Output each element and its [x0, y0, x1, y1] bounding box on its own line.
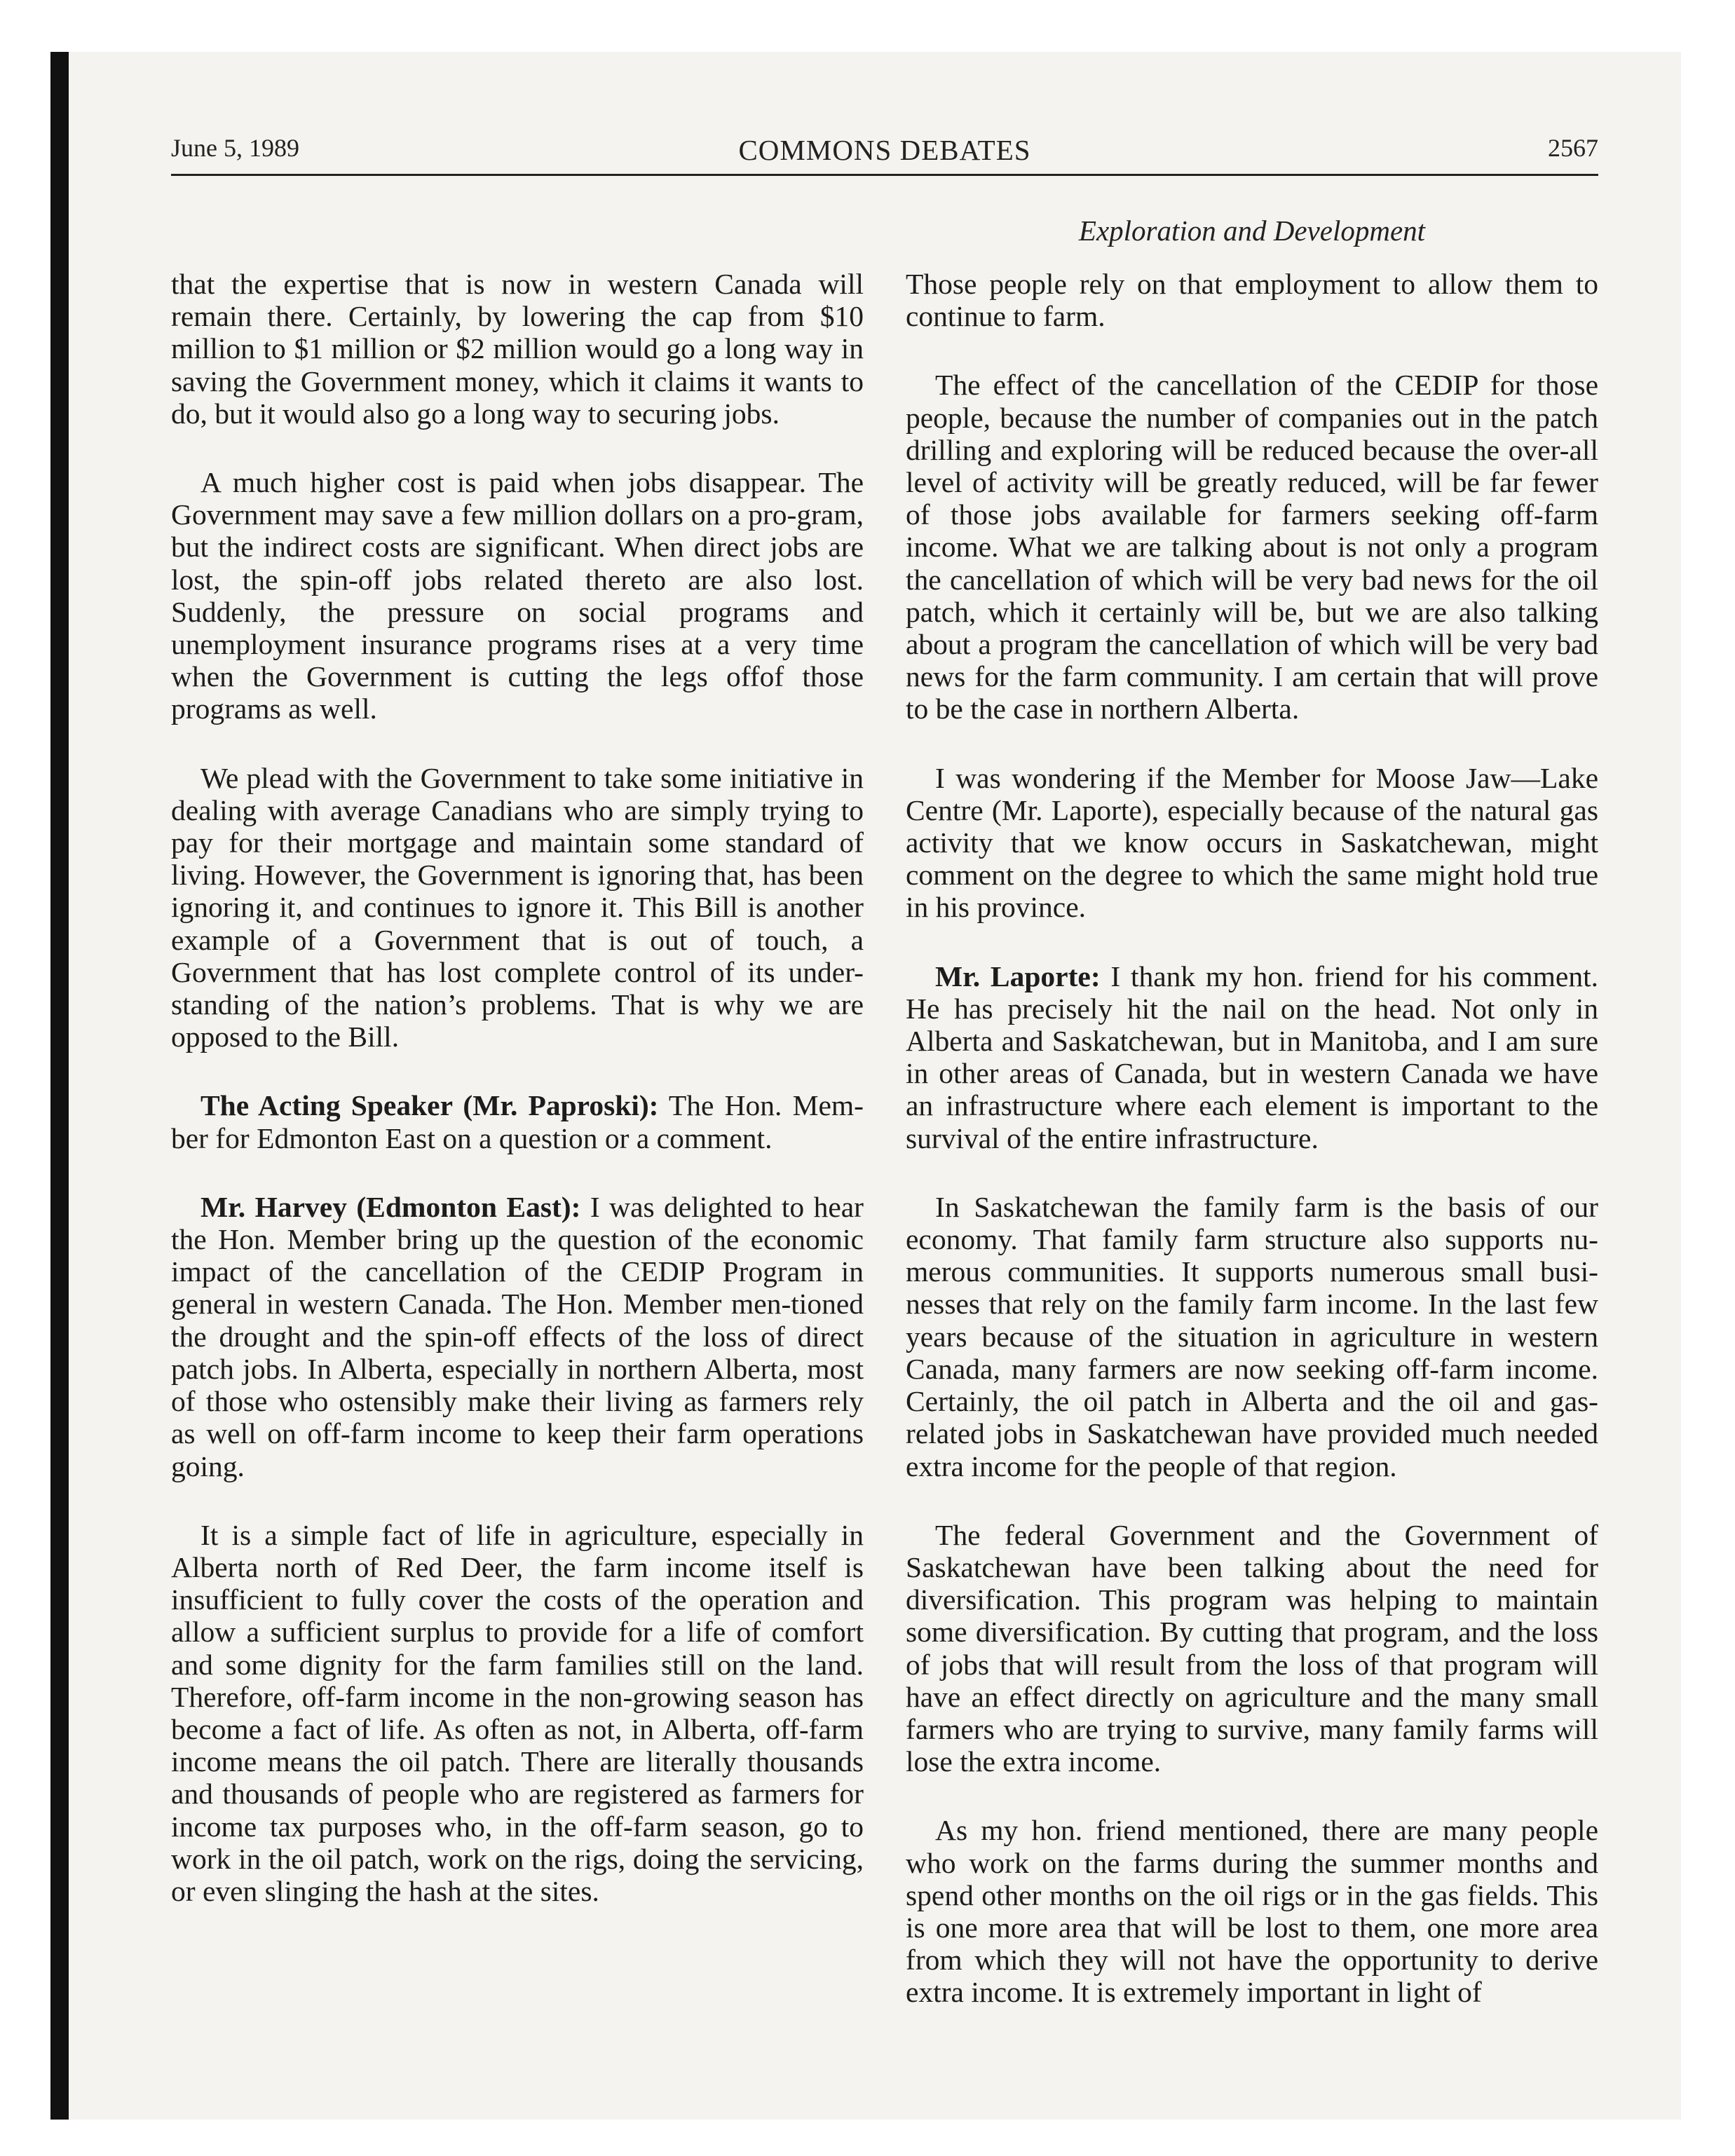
header-rule	[171, 174, 1598, 176]
speaker-name: The Acting Speaker (Mr. Paproski):	[200, 1089, 659, 1122]
header-date: June 5, 1989	[171, 134, 299, 162]
paragraph-text: We plead with the Government to take some initiative in dealing with average Canadians who are simply trying to pay for their mortgage and maintain some standard of living. However, the Government is ignoring that, has been ignoring it, and continues to ignore it. This Bill is another example of a Government that is out of touch, a Government that has lost complete control of its under-standing of the nation’s problems. That is why we are opposed to the Bill.	[171, 761, 864, 1053]
binding-edge	[50, 52, 69, 2120]
paragraph-text: The effect of the cancellation of the CEDIP for those people, because the number of companies out in the patch drilling and exploring will be reduced because the over-all level of activity will be greatly reduced, will be far fewer of those jobs available for farmers seeking off-farm income. What we are talking about is not only a program the cancellation of which will be very bad news for the oil patch, which it certainly will be, but we are also talking about a program the cancellation of which will be very bad news for the farm community. I am certain that will prove to be the case in northern Alberta.	[906, 369, 1598, 725]
paragraph	[906, 960, 1598, 1154]
paragraph	[906, 1191, 1598, 1482]
paragraph-text: I was delighted to hear the Hon. Member bring up the question of the economic impact of the cancellation of the CEDIP Program in general in western Canada. The Hon. Member men-tioned the drought and the spin-off effects of the loss of direct patch jobs. In Alberta, especially in northern Alberta, most of those who ostensibly make their living as farmers rely as well on off-farm income to keep their farm operations going.	[171, 1190, 864, 1482]
paragraph	[171, 1519, 864, 1907]
paragraph	[906, 1814, 1598, 2008]
paragraph	[906, 762, 1598, 924]
paragraph-text: I was wondering if the Member for Moose Jaw—Lake Centre (Mr. Laporte), especially because of the natural gas activity that we know occurs in Saskatchewan, might comment on the degree to which the same might hold true in his province.	[906, 761, 1598, 924]
page-header	[171, 133, 1598, 175]
paragraph	[906, 268, 1598, 332]
paragraph	[171, 466, 864, 725]
right-column	[906, 268, 1598, 2045]
left-column	[171, 268, 864, 1944]
paragraph	[171, 1191, 864, 1482]
paragraph-text: In Saskatchewan the family farm is the basis of our economy. That family farm structure also supports nu-merous communities. It supports numerous small busi-nesses that rely on the family farm income. In the last few years because of the situation in agriculture in western Canada, many farmers are now seeking off-farm income. Certainly, the oil patch in Alberta and the oil and gas-related jobs in Saskatchewan have provided much needed extra income for the people of that region.	[906, 1190, 1598, 1482]
paragraph	[171, 1089, 864, 1154]
speaker-name: Mr. Laporte:	[935, 960, 1101, 992]
page-number: 2567	[1548, 134, 1598, 162]
debate-subject: Exploration and Development	[1078, 214, 1426, 247]
paragraph	[906, 369, 1598, 725]
paragraph-text: The federal Government and the Government of Saskatchewan have been talking about the need for diversification. This program was helping to maintain some diversification. By cutting that program, and the loss of jobs that will result from the loss of that program will have an effect directly on agriculture and the many small farmers who are trying to survive, many family farms will lose the extra income.	[906, 1518, 1598, 1778]
paragraph	[171, 762, 864, 1053]
paragraph-text: It is a simple fact of life in agriculture, especially in Alberta north of Red Deer, the farm income itself is insufficient to fully cover the costs of the operation and allow a sufficient surplus to provide for a life of comfort and some dignity for the farm families still on the land. Therefore, off-farm income in the non-growing season has become a fact of life. As often as not, in Alberta, off-farm income means the oil patch. There are literally thousands and thousands of people who are registered as farmers for income tax purposes who, in the off-farm season, go to work in the oil patch, work on the rigs, doing the servicing, or even slinging the hash at the sites.	[171, 1518, 864, 1907]
paragraph-text: I thank my hon. friend for his comment. He has precisely hit the nail on the head. Not only in Alberta and Saskatchewan, but in Manitoba, and I am sure in other areas of Canada, but in western Canada we have an infrastructure where each element is important to the survival of the entire infrastructure.	[906, 960, 1598, 1154]
paragraph-text: Those people rely on that employment to allow them to continue to farm.	[906, 268, 1598, 333]
publication-title: COMMONS DEBATES	[738, 134, 1031, 166]
paragraph-text: A much higher cost is paid when jobs disappear. The Government may save a few million dollars on a pro-gram, but the indirect costs are significant. When direct jobs are lost, the spin-off jobs related thereto are also lost. Suddenly, the pressure on social programs and unemployment insurance programs rises at a very time when the Government is cutting the legs offof those programs as well.	[171, 466, 864, 725]
paragraph-text: The Hon. Mem-ber for Edmonton East on a question or a comment.	[171, 1089, 864, 1154]
speaker-name: Mr. Harvey (Edmonton East):	[200, 1190, 581, 1223]
paragraph	[906, 1519, 1598, 1778]
paragraph	[171, 268, 864, 430]
paragraph-text: As my hon. friend mentioned, there are many people who work on the farms during the summer months and spend other months on the oil rigs or in the gas fields. This is one more area that will be lost to them, one more area from which they will not have the opportunity to derive extra income. It is extremely important in light of	[906, 1814, 1598, 2009]
paragraph-text: that the expertise that is now in western Canada will remain there. Certainly, by lowering the cap from $10 million to $1 million or $2 million would go a long way in saving the Government money, which it claims it wants to do, but it would also go a long way to securing jobs.	[171, 268, 864, 430]
